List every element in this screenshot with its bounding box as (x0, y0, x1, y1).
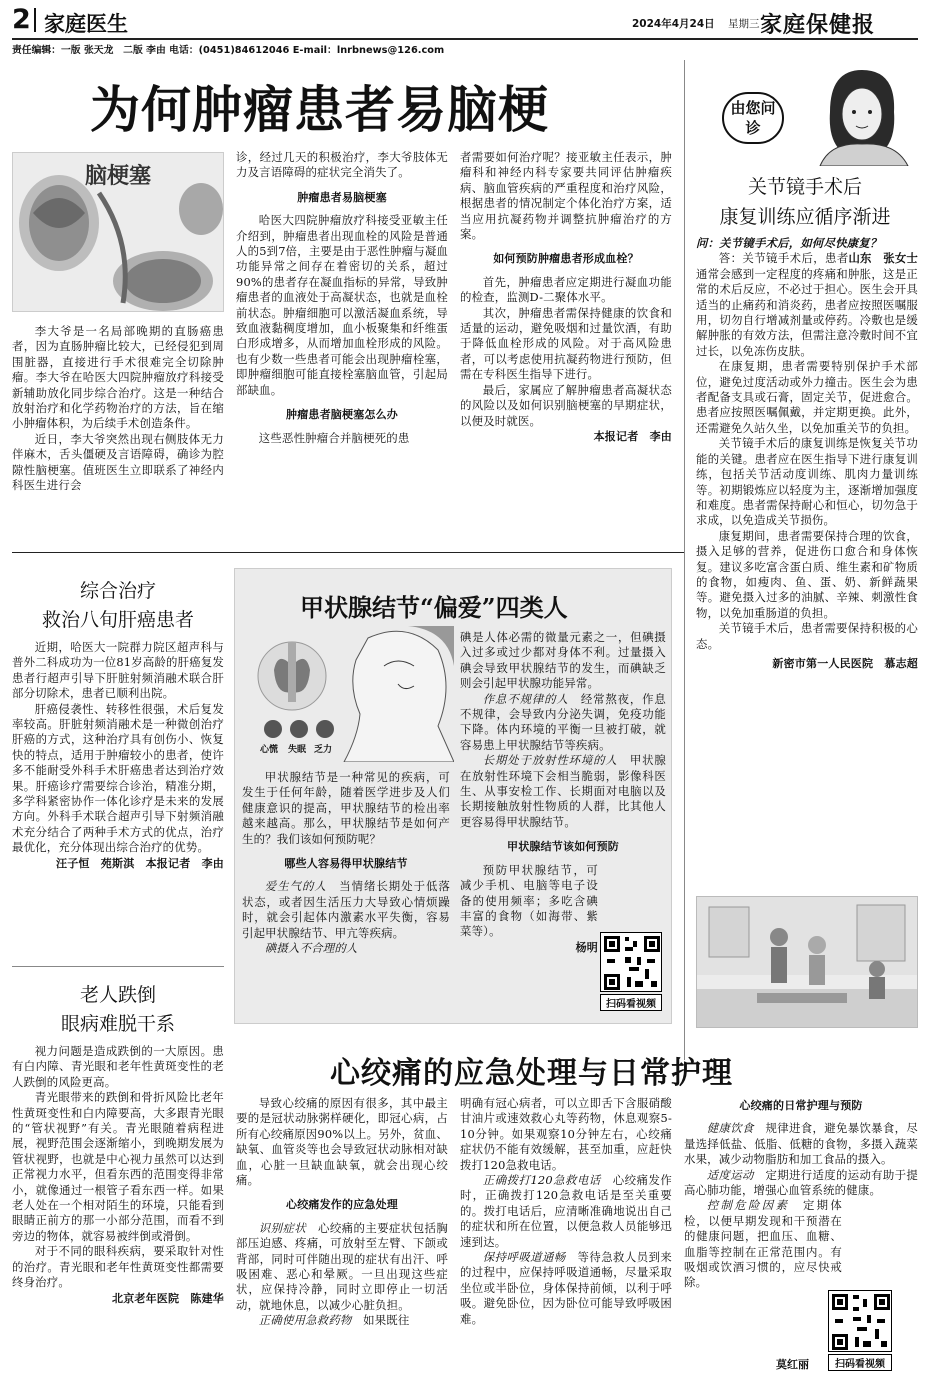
angina-col2 (460, 1096, 672, 1327)
angina-col2-p3-text: 等待急救人员到来的过程中，应保持呼吸道通畅，尽量采取坐位或半卧位，身体保持前倾，以利于呼吸。避免卧位，因为卧位可能导致呼吸困难。 (460, 1250, 672, 1326)
lead-col1 (12, 324, 224, 493)
thyroid-p1-text: 当情绪长期处于低落状态，或者因生活压力大导致心情烦躁时，就会引起体内激素水平失衡，容易引起甲状腺结节、甲亢等疾病。 (242, 879, 450, 940)
thyroid-qr-caption: 扫码看视频 (600, 994, 662, 1011)
symptom-icons (258, 720, 348, 760)
thyroid-col1 (242, 770, 450, 956)
angina-col1-p3-text: 如果既往 (363, 1313, 410, 1328)
lead-col3-p1: 者需要如何治疗呢？接亚敏主任表示，肿瘤科和神经内科专家要共同评估肿瘤疾病、脑血管疾病的严重程度和治疗风险，根据患者的情况制定个体化治疗方案，适当应用抗凝药物并调整抗肿瘤治疗的方案。 (460, 150, 672, 242)
angina-col2-p2-text: 心绞痛发作时，正确拨打120急救电话是至关重要的。拨打电话后，应清晰准确地说出自己的症状和所在位置，以便急救人员能够迅速到达。 (460, 1173, 672, 1249)
thyroid-col2 (460, 630, 666, 955)
thyroid-byline: 杨明 (575, 940, 598, 954)
lead-subhead-2: 肿瘤患者脑梗塞怎么办 (286, 408, 398, 422)
qa-answer-p4: 康复期间，患者需要保持合理的饮食，摄入足够的营养，促进伤口愈合和身体恢复。建议多吃富含蛋白质、维生素和矿物质的食物，如瘦肉、鱼、蛋、奶、新鲜蔬果等。避免摄入过多的油腻、辛辣、刺激性食物，以免加重肠道的负担。 (696, 528, 918, 620)
doctor-portrait (800, 62, 918, 166)
eye-body (12, 1044, 224, 1306)
angina-col2-p3 (460, 1250, 672, 1327)
angina-col2-lead1: 正确拨打120急救电话 (482, 1173, 601, 1188)
lead-col1-p2: 近日，李大爷突然出现右侧肢体无力伴麻木，舌头僵硬及言语障碍，确诊为腔隙性脑梗塞。值班医生立即联系了神经内科医生进行会 (12, 431, 224, 493)
angina-col2-lead2: 保持呼吸道通畅 (482, 1250, 566, 1265)
lead-headline: 为何肿瘤患者易脑梗 (90, 80, 549, 139)
angina-col3-p3-wrap (684, 1198, 842, 1290)
image-caption: 脑梗塞 (85, 164, 152, 189)
thyroid-subhead-2: 甲状腺结节该如何预防 (507, 840, 619, 854)
qa-answer-p2: 在康复期，患者需要特别保护手术部位，避免过度活动或外力撞击。医生会为患者配备支具或石膏，固定关节，促进愈合。患者应按照医嘱佩戴，并定期更换。此外，还需避免久站久坐，以免加重关节的负担。 (696, 359, 918, 435)
lead-col3-p3: 其次，肿瘤患者需保持健康的饮食和适量的运动，避免吸烟和过量饮酒，有助于降低血栓形成的风险。对于高风险患者，可以考虑使用抗凝药物进行预防，但需在专科医生指导下进行。 (460, 305, 672, 382)
liver-title-line2: 救治八旬肝癌患者 (41, 609, 194, 631)
lead-col1-p1: 李大爷是一名局部晚期的直肠癌患者，因为直肠肿瘤比较大，已经侵犯到周围脏器，直接进行手术很难完全切除肿瘤。李大爷在哈医大四院肿瘤放疗科接受新辅助放化同步综合治疗。这是一种结合放射治疗和化学药物治疗的方法，旨在缩小肿瘤体积，为后续手术创造条件。 (12, 324, 224, 431)
qa-title-line2: 康复训练应循序渐进 (719, 206, 891, 228)
thyroid-intro: 甲状腺结节是一种常见的疾病，可发生于任何年龄，随着医学进步及人们健康意识的提高，甲状腺结节的检出率越来越高。那么，甲状腺结节是如何产生的？我们该如何预防呢？ (242, 770, 450, 846)
heart-icon (264, 720, 282, 738)
lead-col3-p4: 最后，家属应了解肿瘤患者高凝状态的风险以及如何识别脑梗塞的早期症状，以便及时就医。 (460, 382, 672, 428)
eye-p3: 对于不同的眼科疾病，要采取针对性的治疗。青光眼和老年性黄斑变性都需要终身治疗。 (12, 1244, 224, 1290)
liver-p2: 肝癌侵袭性、转移性很强，术后复发率较高。肝脏射频消融术是一种微创治疗肝癌的方式，这种治疗具有创伤小、恢复快的特点，适用于肿瘤较小的患者，使许多不能耐受外科手术肝癌患者达到治疗效果。肝癌诊疗需要综合诊治，精准分期，多学科紧密协作一体化诊疗是未来的发展方向。外科手术联合超声引导下射频消融术充分结合了两种手术方式的优点，治疗最优化，充分体现出综合治疗的优势。 (12, 701, 224, 855)
section-divider (34, 8, 36, 32)
thyroid-p3 (460, 692, 666, 754)
rehab-scene-icon (697, 897, 918, 1028)
battery-icon (316, 720, 334, 738)
eye-p1: 视力问题是造成跌倒的一大原因。患有白内障、青光眼和老年性黄斑变性的老人跌倒的风险更高。 (12, 1044, 224, 1089)
eye-p2: 青光眼带来的跌倒和骨折风险比老年性黄斑变性和白内障要高，大多跟青光眼的“管状视野”有关。青光眼随着病程进展，视野范围会逐渐缩小，到晚期发展为管状视野，也就是中心视力虽然可以达到正常视力水平，但看东西的范围变得非常小，就像通过一根管子看东西一样。如果老人处在一个相对陌生的环境，只能看到眼睛正前方的那一小部分范围，而看不到旁边的物体，就容易被绊倒或滑倒。 (12, 1090, 224, 1243)
qa-answer-p1: 答：关节镜手术后，患者通常会感到一定程度的疼痛和肿胀，这是正常的术后反应，不必过于担心。医生会开具适当的止痛药和消炎药，患者应按照医嘱服用，切勿自行增减剂量或停药。冷敷也是缓解肿胀的有效方法，但需注意冷敷时间不宜过长，以免冻伤皮肤。 (696, 251, 918, 358)
angina-col1-p2 (236, 1221, 448, 1313)
angina-col3-lead1: 健康饮食 (706, 1121, 754, 1136)
angina-byline: 莫红丽 (776, 1358, 809, 1371)
thyroid-p1 (242, 879, 450, 941)
angina-subhead-1: 心绞痛发作的应急处理 (286, 1198, 398, 1212)
lead-col2-p2: 这些恶性肿瘤合并脑梗死的患 (258, 430, 410, 445)
angina-col3-p1-text: 规律进食，避免暴饮暴食，尽量选择低盐、低脂、低糖的食物，多摄入蔬菜水果，减少动物脂肪和加工食品的摄入。 (684, 1121, 918, 1167)
thyroid-p2-text: 碘是人体必需的微量元素之一，但碘摄入过多或过少都对身体不利。过量摄入碘会导致甲状腺结节的发生，而碘缺乏则会引起甲状腺功能异常。 (460, 630, 666, 691)
qa-byline: 新密市第一人民医院 慕志超 (772, 656, 918, 670)
thyroid-p5: 预防甲状腺结节，可减少手机、电脑等电子设备的使用频率；多吃含碘丰富的食物（如海带、紫菜等）。 (460, 862, 598, 939)
liver-byline: 汪子恒 苑斯淇 本报记者 李由 (56, 856, 224, 870)
angina-col3-p3 (684, 1198, 842, 1290)
qa-question-text: 问：关节镜手术后，如何尽快康复？ (696, 236, 882, 250)
moon-icon (290, 720, 308, 738)
thyroid-headline: 甲状腺结节“偏爱”四类人 (300, 593, 568, 622)
qr-code-icon (829, 1291, 892, 1352)
right-col-rule (684, 60, 685, 1060)
angina-qr-code[interactable] (828, 1290, 892, 1352)
lead-subhead-3: 如何预防肿瘤患者形成血栓？ (493, 252, 639, 266)
thyroid-p5-wrap (460, 863, 598, 940)
issue-weekday: 星期三 (728, 18, 760, 30)
lead-col2-intro: 诊，经过几天的积极治疗，李大爷肢体无力及言语障碍的症状完全消失了。 (236, 150, 448, 180)
eye-title (12, 982, 224, 1037)
angina-subhead-2: 心绞痛的日常护理与预防 (739, 1099, 863, 1112)
thyroid-p4-lead: 长期处于放射性环境的人 (482, 753, 618, 768)
angina-qr-caption: 扫码看视频 (828, 1354, 892, 1371)
angina-col1-lead2: 正确使用急救药物 (258, 1313, 352, 1328)
qa-title-line1: 关节镜手术后 (747, 176, 862, 198)
lead-col2-p1: 哈医大四院肿瘤放疗科接受亚敏主任介绍到，肿瘤患者出现血栓的风险是普通人的5到7倍，主要是由于恶性肿瘤与凝血功能异常之间存在着密切的关系，超过90%的患者存在凝血指标的异常，导致肿瘤患者的血液处于高凝状态，也就是血栓前状态。肿瘤细胞可以激活凝血系统，导致血液黏稠度增加，血小板聚集和纤维蛋白形成增多，从而增加血栓形成的风险。也有少数一些患者可能会出现肿瘤栓塞，即肿瘤细胞可能直接栓塞脑血管，引起局部缺血。 (236, 213, 448, 397)
thyroid-p2-start (242, 941, 450, 956)
lead-col3-p2: 首先，肿瘤患者应定期进行凝血功能的检查，监测D-二聚体水平。 (460, 274, 672, 305)
thyroid-p4-text: 甲状腺在放射性环境下会相当脆弱，影像科医生、从事安检工作、长期面对电脑以及长期接触放射性物质的人群，比其他人更容易得甲状腺结节。 (460, 753, 666, 829)
angina-col3-p3-text: 定期体检，以便早期发现和干预潜在的健康问题，把血压、血糖、血脂等控制在正常范围内。有吸烟或饮酒习惯的，应尽快戒除。 (684, 1198, 842, 1290)
label-insomnia: 失眠 (288, 745, 307, 755)
rehab-illustration (696, 896, 918, 1028)
angina-col1-p1: 导致心绞痛的原因有很多，其中最主要的是冠状动脉粥样硬化，即冠心病，占所有心绞痛原因90%以上。另外，贫血、缺氧、血管炎等也会导致冠状动脉相对缺血，心脏一旦缺血缺氧，就会出现心绞痛。 (236, 1096, 448, 1188)
editors-line: 责任编辑：一版 张天龙 二版 李由 电话：(0451)84612046 E-mail：lnrbnews@126.com (12, 45, 445, 56)
lead-byline: 本报记者 李由 (593, 429, 672, 443)
angina-col3-lead3: 控制危险因素 (706, 1198, 790, 1213)
qa-title (692, 174, 918, 230)
brain-illustration (12, 152, 224, 312)
angina-col3-p2 (684, 1168, 918, 1199)
page-number: 2 (12, 4, 31, 35)
liver-bottom-rule (12, 966, 224, 967)
qa-badge-text: 由您问诊 (730, 99, 776, 137)
angina-col1-p3 (236, 1313, 448, 1328)
thyroid-subhead-1: 哪些人容易得甲状腺结节 (284, 857, 408, 871)
thyroid-p4 (460, 753, 666, 830)
thyroid-p1-lead: 爱生气的人 (264, 879, 327, 894)
thyroid-p3-lead: 作息不规律的人 (482, 691, 569, 706)
thyroid-illustration (248, 626, 454, 762)
doctor-portrait-icon (800, 62, 918, 166)
angina-col1-lead1: 识别症状 (258, 1220, 307, 1235)
eye-byline: 北京老年医院 陈建华 (112, 1291, 224, 1305)
liver-p1: 近期，哈医大一院群力院区超声科与普外二科成功为一位81岁高龄的肝癌复发患者行超声引导下肝脏射频消融术联合肝部分切除术，患者已顺利出院。 (12, 640, 224, 701)
issue-date: 2024年4月24日 (632, 18, 715, 30)
masthead (12, 6, 918, 40)
lead-col2 (236, 150, 448, 446)
qa-answer-p5: 关节镜手术后，患者需要保持积极的心态。 (696, 621, 918, 651)
label-fatigue: 乏力 (314, 745, 333, 755)
lead-subhead-1: 肿瘤患者易脑梗塞 (297, 190, 387, 204)
angina-col3-p2-text: 定期进行适度的运动有助于提高心肺功能，增强心血管系统的健康。 (684, 1167, 918, 1198)
lead-bottom-rule (12, 552, 684, 553)
liver-body (12, 640, 224, 871)
section-name: 家庭医生 (44, 11, 128, 36)
qr-code-icon (601, 933, 662, 992)
thyroid-p3-text: 经常熬夜，作息不规律，会导致内分泌失调，免疫功能下降。体内环境的平衡一旦被打破，就容易患上甲状腺结节等疾病。 (460, 691, 667, 752)
qa-question (696, 236, 918, 266)
eye-title-line1: 老人跌倒 (79, 984, 156, 1006)
thyroid-p2-lead: 碘摄入不合理的人 (264, 941, 358, 956)
lead-col3 (460, 150, 672, 444)
angina-headline: 心绞痛的应急处理与日常护理 (330, 1056, 733, 1091)
qa-answer-p3: 关节镜手术后的康复训练是恢复关节功能的关键。患者应在医生指导下进行康复训练，包括关节活动度训练、肌肉力量训练等。初期锻炼应以轻度为主，逐渐增加强度和难度。患者需保持耐心和恒心，切勿急于求成，以免造成关节损伤。 (696, 436, 918, 528)
qa-badge (722, 92, 784, 144)
angina-col1 (236, 1096, 448, 1329)
angina-col3 (684, 1096, 918, 1291)
angina-col1-p2-text: 心绞痛的主要症状包括胸部压迫感、疼痛，可放射至左臂、下颌或背部，同时可伴随出现的症状有出汗、呼吸困难、恶心和晕厥。一旦出现这些症状，应保持冷静，同时立即停止一切活动，就地休息，以减少心脏负担。 (236, 1220, 448, 1312)
angina-col3-p1 (684, 1121, 918, 1167)
liver-title (12, 578, 224, 633)
masthead-rule (12, 38, 918, 40)
qa-body (696, 236, 918, 671)
paper-name: 家庭保健报 (760, 12, 876, 38)
eye-title-line2: 眼病难脱干系 (60, 1013, 175, 1035)
label-palpitation: 心慌 (260, 745, 279, 755)
angina-col3-lead2: 适度运动 (706, 1167, 754, 1182)
angina-col2-p2 (460, 1173, 672, 1250)
thyroid-qr-code[interactable] (600, 932, 662, 992)
qa-asker: 山东 张女士 (848, 251, 918, 266)
liver-title-line1: 综合治疗 (79, 580, 156, 602)
angina-col2-p1: 明确有冠心病者，可以立即舌下含服硝酸甘油片或速效救心丸等药物，休息观察5-10分钟。如果观察10分钟左右，心绞痛症状仍不能有效缓解，甚至加重，应赶快拨打120急救电话。 (460, 1096, 672, 1172)
